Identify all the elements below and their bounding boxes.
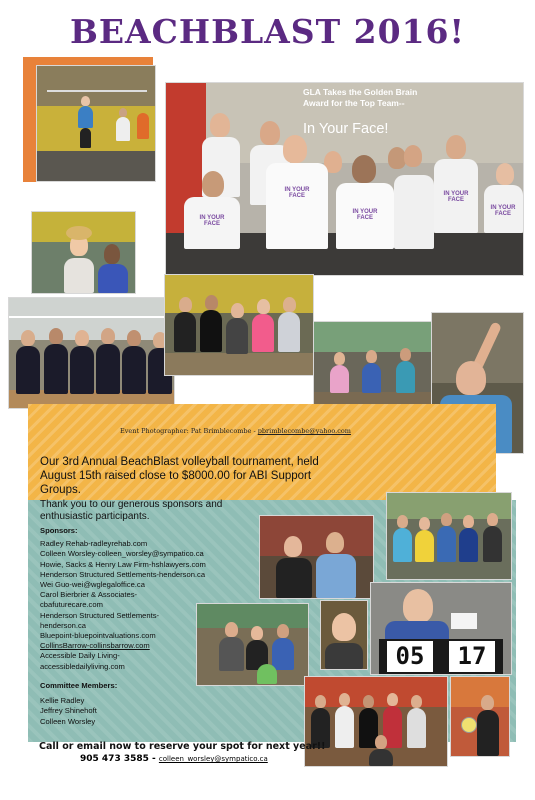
committee-member: Kellie Radley — [40, 696, 85, 706]
photo-couple — [259, 515, 374, 599]
photo-womens-team — [8, 297, 175, 409]
photo-spiking-player — [36, 65, 156, 182]
photo-woman-smiling — [320, 600, 368, 670]
thanks-text: Thank you to our generous sponsors and enthusiastic participants. — [40, 499, 223, 522]
photo-scoreboard — [370, 582, 512, 675]
sponsor-item: Howie, Sacks & Henry Law Firm-hshlawyers.com — [40, 559, 206, 569]
photo-team-colorful — [386, 492, 512, 580]
cta-text: Call or email now to reserve your spot for next year!! — [39, 741, 326, 752]
sponsor-item: accessibledailyliving.com — [40, 661, 125, 671]
sponsors-heading: Sponsors: — [40, 526, 78, 535]
phone-number: 905 473 3585 - — [80, 754, 159, 764]
intro-text: Our 3rd Annual BeachBlast volleyball tournament, held August 15th raised close to $8000.00 for ABI Support Groups. — [40, 456, 319, 496]
photo-team-bottom — [304, 676, 448, 767]
sponsor-item: Accessible Daily Living- — [40, 651, 120, 661]
sponsor-item: henderson.ca — [40, 620, 87, 630]
score-left: 05 — [387, 641, 433, 672]
photographer-email-link[interactable]: pbrimblecombe@yahoo.com — [257, 427, 351, 435]
sponsor-item: cbafuturecare.com — [40, 600, 103, 610]
photo-volleyball-woman — [450, 676, 510, 757]
award-team-name: In Your Face! — [303, 121, 389, 137]
photographer-credit — [120, 427, 351, 435]
shirt-print-1: IN YOUR FACE — [199, 215, 225, 227]
photo-two-players — [31, 211, 136, 294]
photo-team-in-your-face — [165, 82, 524, 276]
sponsor-item: Henderson Structured Settlements-henderson.ca — [40, 569, 206, 579]
award-line1: GLA Takes the Golden Brain — [303, 87, 418, 97]
sponsor-item: Bluepoint-bluepointvaluations.com — [40, 631, 156, 641]
contact-email-link[interactable]: colleen_worsley@sympatico.ca — [158, 755, 268, 763]
committee-heading: Committee Members: — [40, 681, 118, 690]
contact-line — [80, 754, 268, 764]
committee-member: Colleen Worsley — [40, 716, 96, 726]
sponsor-item: Wei Guo-wei@wglegaloffice.ca — [40, 580, 145, 590]
shirt-print-3: IN YOUR FACE — [352, 209, 378, 221]
sponsor-item[interactable]: CollinsBarrow-collinsbarrow.com — [40, 641, 150, 651]
committee-member: Jeffrey Shinehoft — [40, 706, 97, 716]
photo-mixed-team — [164, 274, 314, 376]
score-right: 17 — [449, 641, 495, 672]
committee-list — [40, 681, 190, 727]
sponsor-item: Radley Rehab-radleyrehab.com — [40, 539, 148, 549]
sponsor-item: Colleen Worsley-colleen_worsley@sympatico.ca — [40, 549, 204, 559]
sponsor-item: Henderson Structured Settlements- — [40, 610, 160, 620]
photographer-label: Event Photographer: Pat Brimblecombe - — [120, 427, 258, 435]
photo-group-court — [313, 321, 433, 415]
award-line2: Award for the Top Team-- — [303, 98, 405, 108]
shirt-print-2: IN YOUR FACE — [284, 187, 310, 199]
shirt-print-4: IN YOUR FACE — [443, 191, 469, 203]
shirt-print-5: IN YOUR FACE — [490, 205, 516, 217]
photo-group-green — [196, 603, 309, 686]
sponsor-item: Carol Bierbrier & Associates- — [40, 590, 138, 600]
page-title: BEACHBLAST 2016! — [69, 12, 465, 51]
